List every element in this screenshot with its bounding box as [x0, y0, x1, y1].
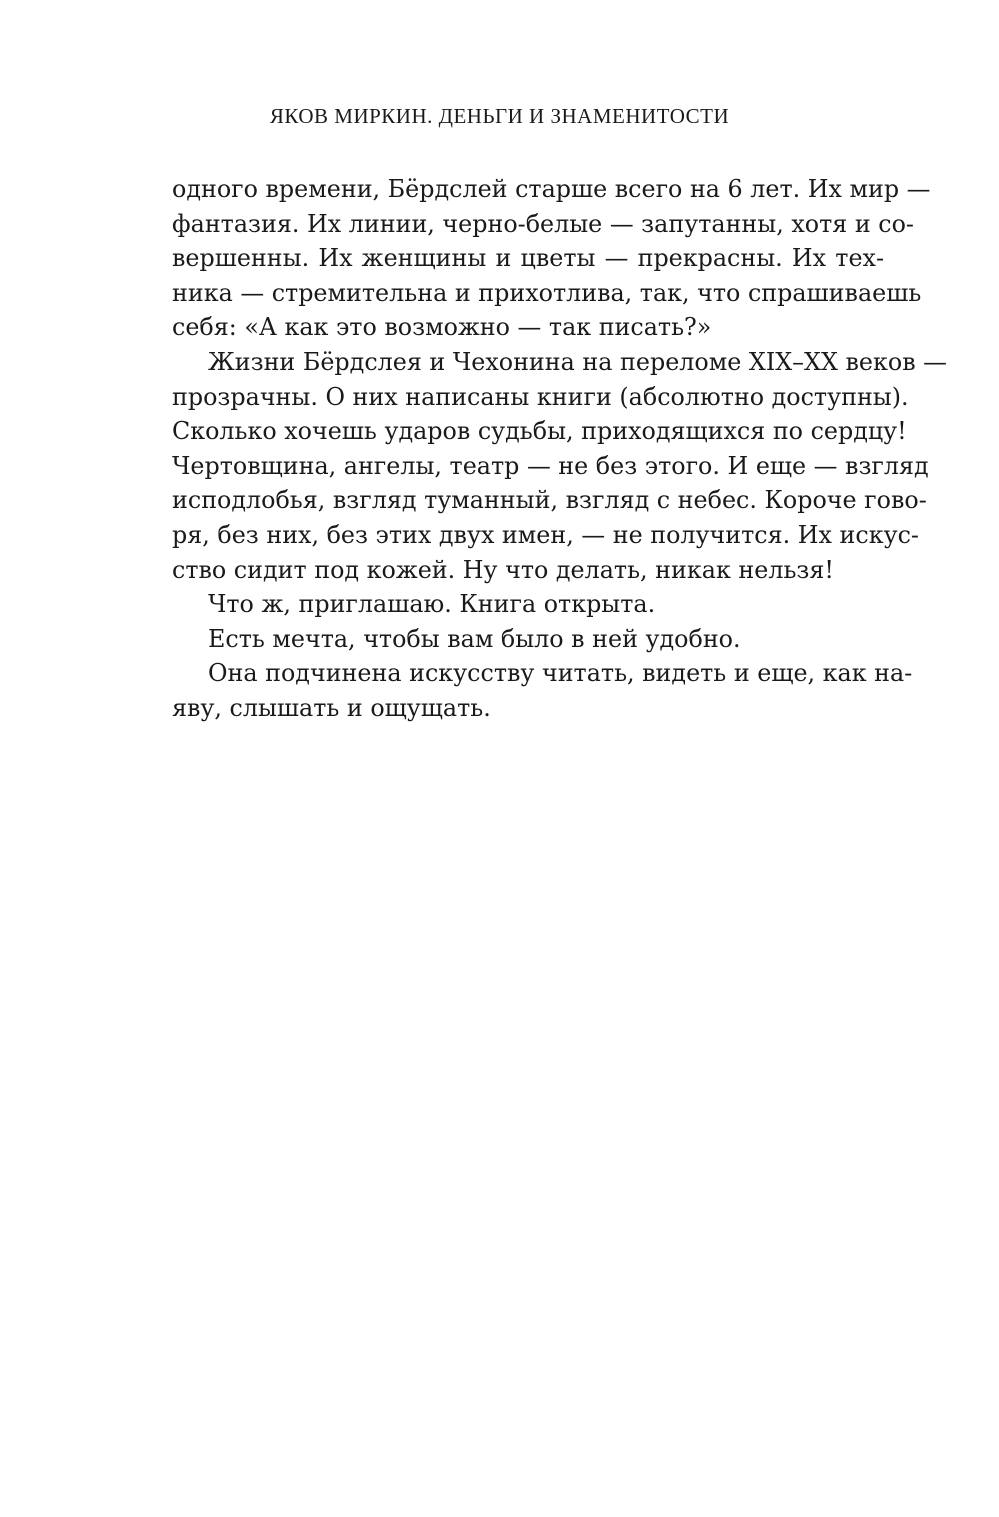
text-line: одного времени, Бёрдслей старше всего на 6 лет. Их мир —	[172, 175, 931, 203]
text-line: Чертовщина, ангелы, театр — не без этого. И еще — взгляд	[172, 451, 929, 480]
body-text	[172, 172, 947, 726]
running-head: ЯКОВ МИРКИН. ДЕНЬГИ И ЗНАМЕНИТОСТИ	[269, 104, 730, 128]
paragraph-first-line: Есть мечта, чтобы вам было в ней удобно.	[208, 624, 741, 653]
paragraph-first-line: Она подчинена искусству читать, видеть и еще, как на-	[208, 659, 913, 688]
text-line: вершенны. Их женщины и цветы — прекрасны. Их тех-	[172, 244, 884, 273]
text-line: Сколько хочешь ударов судьбы, приходящихся по сердцу!	[172, 417, 907, 446]
text-line: ря, без них, без этих двух имен, — не получится. Их искус-	[172, 520, 919, 549]
paragraph-first-line: Жизни Бёрдслея и Чехонина на переломе XIX–XX веков —	[208, 347, 947, 376]
text-line: исподлобья, взгляд туманный, взгляд с небес. Короче гово-	[172, 486, 927, 515]
text-line: прозрачны. О них написаны книги (абсолютно доступны).	[172, 382, 909, 411]
text-line: ника — стремительна и прихотлива, так, что спрашиваешь	[172, 278, 922, 307]
paragraph-first-line: Что ж, приглашаю. Книга открыта.	[208, 590, 656, 619]
text-line: фантазия. Их линии, черно-белые — запутанны, хотя и со-	[172, 209, 914, 238]
text-line: себя: «А как это возможно — так писать?»	[172, 313, 712, 342]
text-line: ство сидит под кожей. Ну что делать, никак нельзя!	[172, 555, 834, 584]
text-line: яву, слышать и ощущать.	[172, 693, 491, 722]
